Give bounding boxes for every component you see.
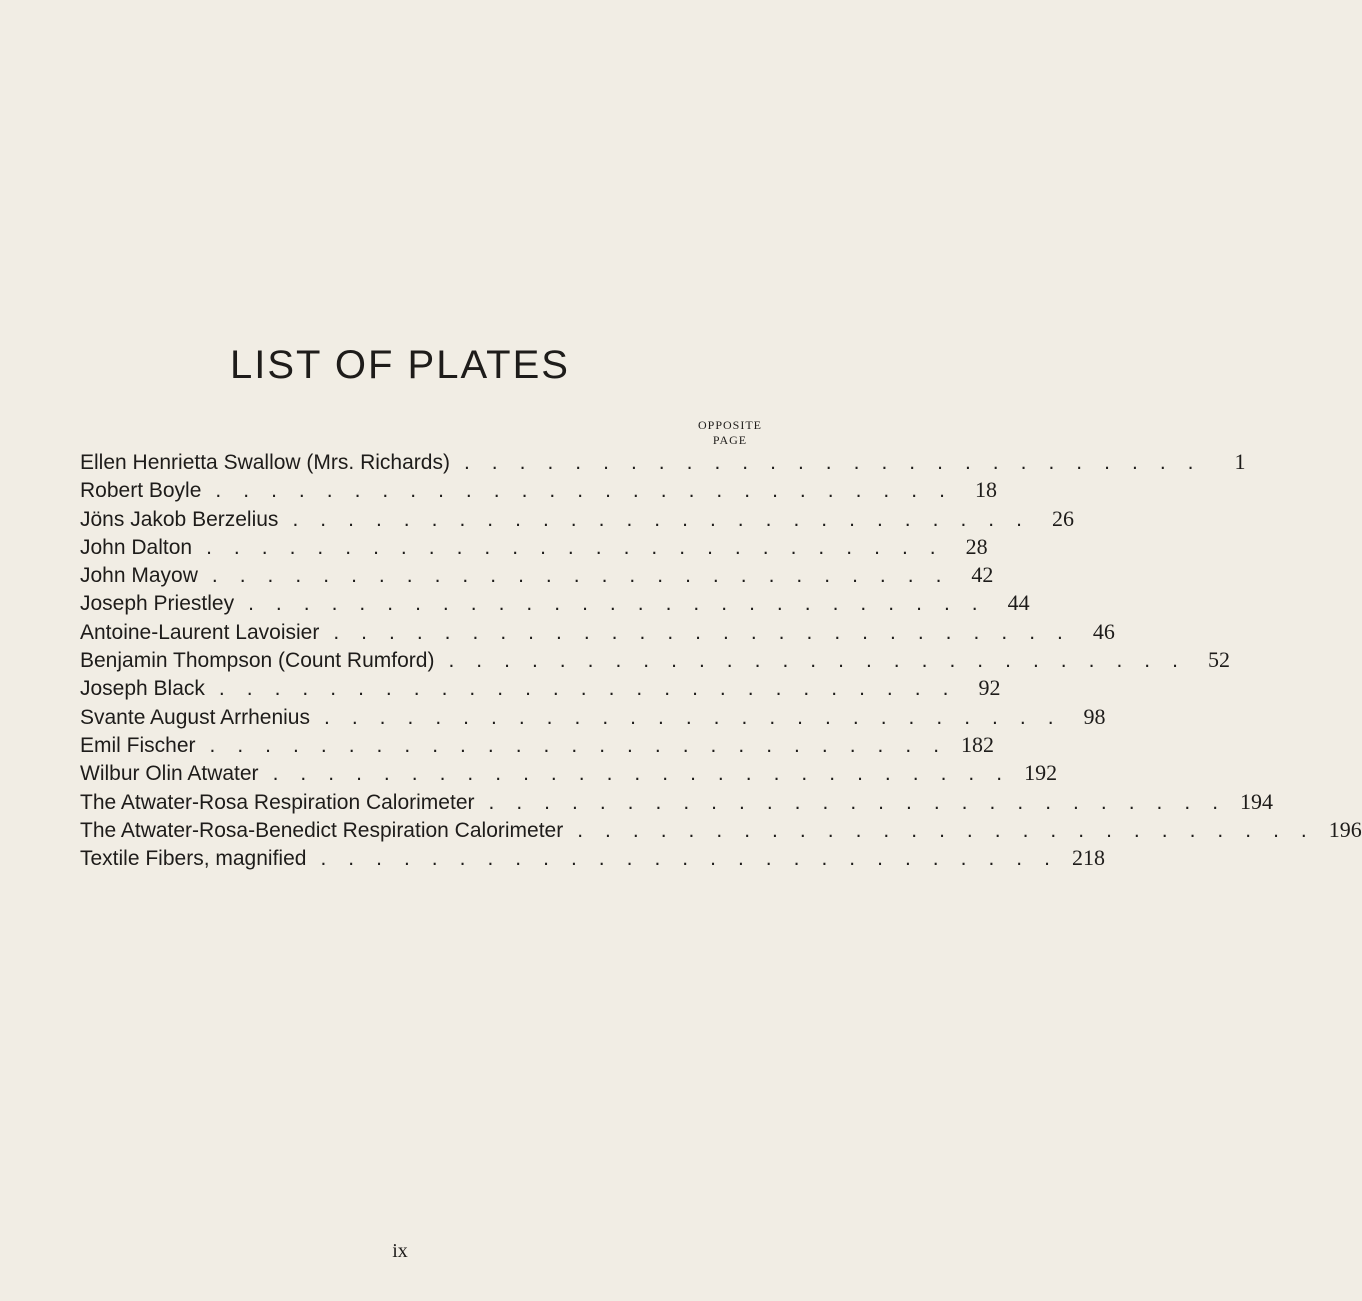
plate-name: The Atwater-Rosa-Benedict Respiration Calorimeter: [80, 818, 564, 842]
plate-name: Ellen Henrietta Swallow (Mrs. Richards): [80, 451, 450, 474]
plate-page: 42: [971, 562, 994, 588]
leader-dots: ...........................: [209, 733, 962, 757]
leader-dots: ...........................: [272, 762, 1025, 786]
column-header: [670, 418, 790, 448]
leader-dots: ...........................: [577, 818, 1329, 842]
list-item: [80, 731, 995, 760]
list-item: [80, 845, 1105, 873]
list-item: [80, 703, 1106, 732]
plate-page: 28: [965, 533, 988, 559]
list-item: [80, 788, 1274, 817]
plate-page: 218: [1071, 845, 1105, 871]
list-item: [80, 449, 1246, 477]
plate-page: 182: [961, 731, 995, 757]
plate-page: 44: [1007, 590, 1030, 616]
leader-dots: ...........................: [218, 677, 971, 701]
plate-name: Emil Fischer: [80, 733, 196, 757]
plate-name: Joseph Black: [80, 677, 205, 701]
plates-list: [80, 449, 1362, 873]
list-item: [80, 647, 1230, 675]
plate-page: 98: [1083, 703, 1106, 729]
plate-page: 192: [1024, 760, 1058, 786]
leader-dots: ...........................: [448, 649, 1200, 673]
list-item: [80, 562, 994, 590]
leader-dots: ...........................: [248, 592, 1000, 616]
plate-name: John Dalton: [80, 535, 193, 559]
leader-dots: ...........................: [333, 620, 1085, 644]
plate-name: John Mayow: [80, 564, 198, 588]
plate-name: Jöns Jakob Berzelius: [80, 507, 279, 531]
page-number: ix: [392, 1240, 408, 1262]
plate-page: 18: [974, 477, 997, 503]
leader-dots: ...........................: [463, 451, 1216, 474]
list-item: [80, 590, 1030, 618]
plate-page: 92: [978, 675, 1001, 701]
list-item: [80, 618, 1115, 647]
list-item: [80, 816, 1362, 845]
plate-name: Antoine-Laurent Lavoisier: [80, 620, 320, 644]
list-item: [80, 533, 988, 562]
plate-page: 1: [1234, 449, 1246, 474]
plate-name: Joseph Priestley: [80, 592, 235, 616]
plate-name: Textile Fibers, magnified: [80, 847, 307, 871]
plate-page: 26: [1051, 505, 1074, 531]
leader-dots: ...........................: [206, 535, 958, 559]
plate-name: Robert Boyle: [80, 479, 202, 503]
plate-name: Benjamin Thompson (Count Rumford): [80, 649, 435, 673]
leader-dots: ...........................: [320, 847, 1072, 871]
list-item: [80, 675, 1001, 703]
leader-dots: ...........................: [211, 564, 964, 588]
column-header-line2: PAGE: [712, 433, 748, 447]
list-item: [80, 760, 1058, 788]
list-item: [80, 477, 997, 505]
column-header-line1: OPPOSITE: [697, 418, 762, 432]
plate-page: 196: [1328, 816, 1362, 842]
list-item: [80, 505, 1074, 534]
leader-dots: ...........................: [488, 790, 1241, 814]
page-title: LIST OF PLATES: [230, 343, 570, 387]
plate-page: 52: [1207, 647, 1230, 673]
plate-page: 46: [1092, 618, 1115, 644]
leader-dots: ...........................: [292, 507, 1044, 531]
leader-dots: ...........................: [324, 705, 1076, 729]
plate-name: The Atwater-Rosa Respiration Calorimeter: [80, 790, 475, 814]
leader-dots: ...........................: [215, 479, 967, 503]
plate-page: 194: [1240, 788, 1274, 814]
plate-name: Wilbur Olin Atwater: [80, 762, 259, 786]
plate-name: Svante August Arrhenius: [80, 705, 310, 729]
